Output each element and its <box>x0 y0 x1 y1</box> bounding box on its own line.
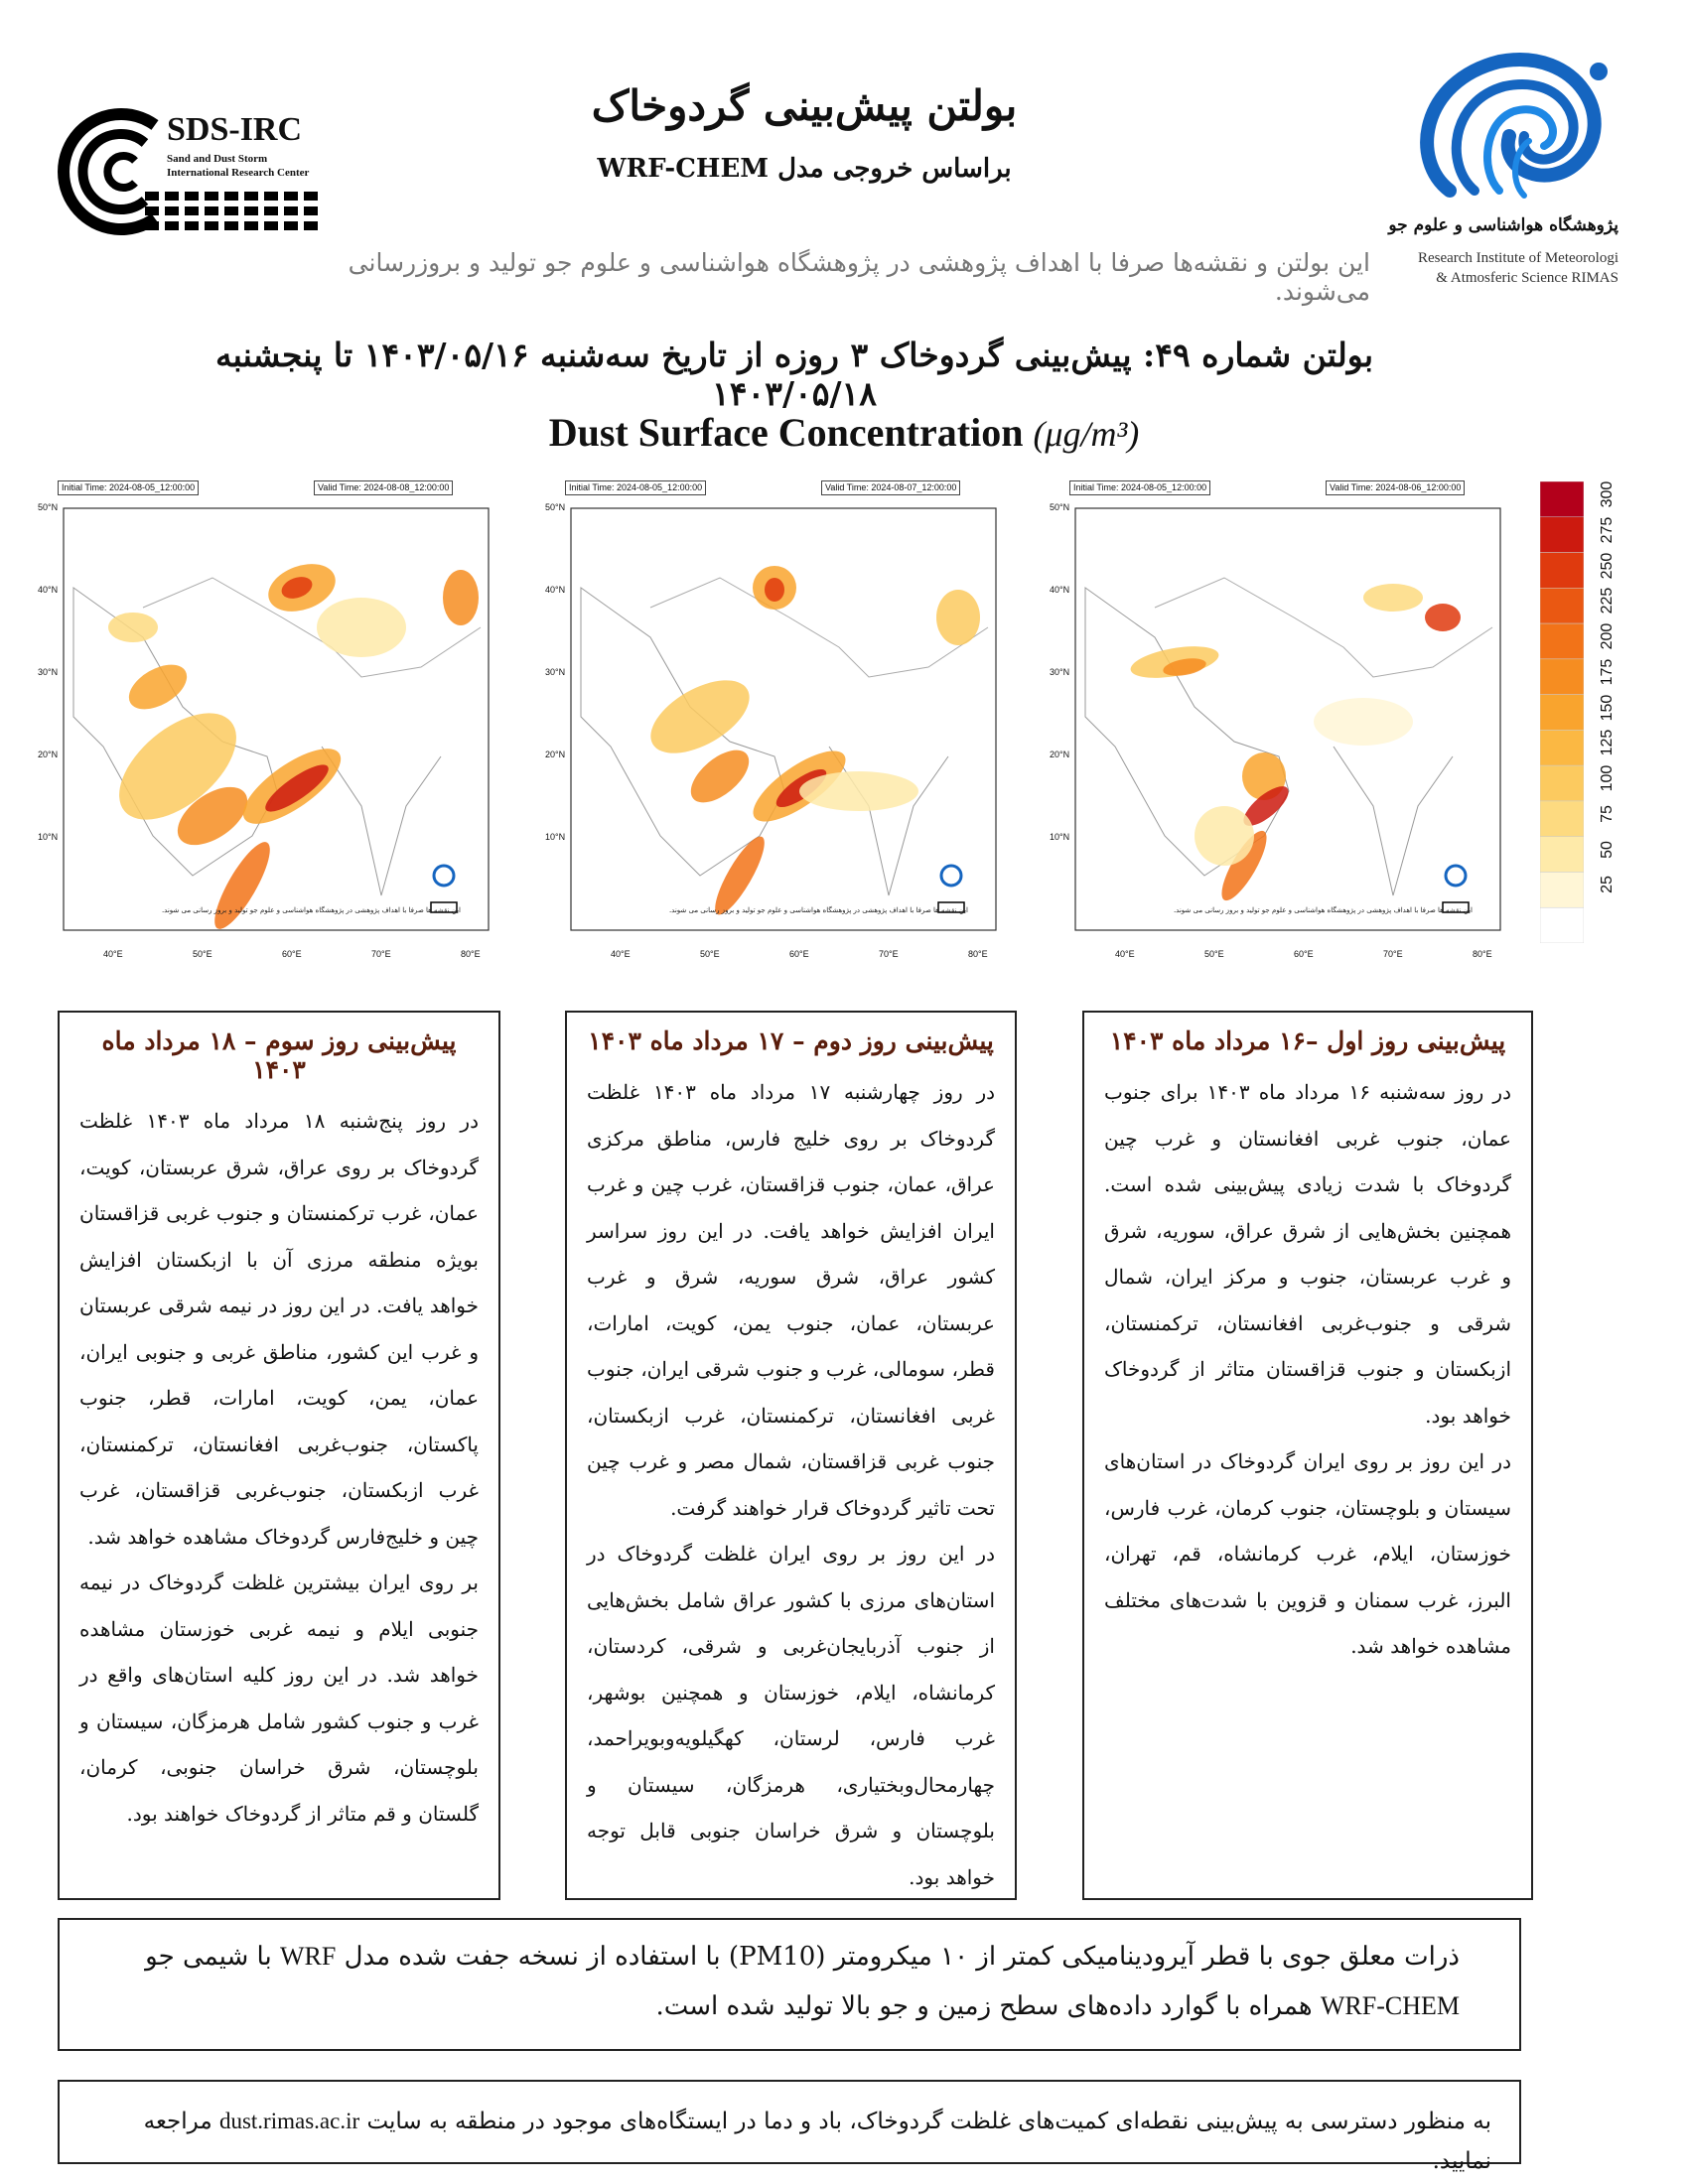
map-frame <box>1075 508 1500 930</box>
longitude-tick-label: 70°E <box>879 949 899 959</box>
panel-paragraph: بر روی ایران بیشترین غلظت گردوخاک در نیمه جنوبی ایلام و نیمه غربی خوزستان مشاهده خواهد شد. در این روز کلیه استان‌های واقع در غرب و جنوب کشور شامل هرمزگان، سیستان و بلوچستان، شرق خراسان جنوبی، کرمان، گلستان و قم متاثر از گردوخاک خواهند بود. <box>79 1570 479 1826</box>
dust-plume <box>799 771 918 811</box>
map-plot <box>44 477 500 948</box>
valid-time-label: Valid Time: 2024-08-07_12:00:00 <box>821 480 960 495</box>
map-disclaimer: این نقشه ها صرفا با اهداف پژوهشی در پژوهشگاه هواشناسی و علوم جو تولید و بروز رسانی می شوند. <box>668 906 968 914</box>
colorbar-segment <box>1540 695 1584 731</box>
colorbar-segment <box>1540 481 1584 517</box>
rimas-name-en-1: Research Institute of Meteorologi <box>1417 250 1618 266</box>
sds-irc-subtitle-2: International Research Center <box>167 167 310 179</box>
colorbar-segment <box>1540 588 1584 623</box>
panel-title: پیش‌بینی روز دوم – ۱۷ مرداد ماه ۱۴۰۳ <box>588 1026 994 1055</box>
valid-time-label: Valid Time: 2024-08-06_12:00:00 <box>1326 480 1465 495</box>
dust-plume <box>1195 806 1254 866</box>
colorbar-tick-label: 75 <box>1599 805 1616 823</box>
longitude-tick-label: 70°E <box>371 949 391 959</box>
colorbar-segment <box>1540 553 1584 589</box>
colorbar-segment <box>1540 837 1584 873</box>
rimas-name-en-2: & Atmosferic Science RIMAS <box>1436 270 1618 286</box>
colorbar-tick-label: 100 <box>1599 764 1616 792</box>
map-disclaimer: این نقشه ها صرفا با اهداف پژوهشی در پژوهشگاه هواشناسی و علوم جو تولید و بروز رسانی می شوند. <box>1173 906 1473 914</box>
longitude-tick-label: 40°E <box>103 949 123 959</box>
forecast-panel-day1 <box>1082 1011 1533 1900</box>
model-info-text-b: با شیمی جو <box>145 1942 272 1972</box>
chart-title-unit: (μg/m³) <box>1033 414 1140 454</box>
longitude-tick-label: 60°E <box>1294 949 1314 959</box>
rimas-swirl-icon <box>1390 42 1628 215</box>
dust-plume <box>108 613 158 642</box>
colorbar-tick-label: 275 <box>1599 516 1616 544</box>
latitude-tick-label: 20°N <box>1050 750 1070 759</box>
website-info-text-a: به منظور دسترسی به پیش‌بینی نقطه‌ای کمیت‌های غلظت گردوخاک، باد و دما در ایستگاه‌های موجود در منطقه به سایت <box>366 2109 1491 2134</box>
dust-plume <box>317 598 406 657</box>
bulletin-heading: بولتن شماره ۴۹: پیش‌بینی گردوخاک ۳ روزه از تاریخ سه‌شنبه ۱۴۰۳/۰۵/۱۶ تا پنجشنبه ۱۴۰۳/۰۵/۱۸ <box>214 336 1374 413</box>
dust-plume <box>936 590 980 645</box>
map-plot <box>1055 477 1512 948</box>
latitude-tick-label: 50°N <box>38 502 59 512</box>
dust-map-day1 <box>1050 477 1512 963</box>
latitude-tick-label: 20°N <box>545 750 566 759</box>
latitude-tick-label: 30°N <box>545 667 566 677</box>
chart-title-text: Dust Surface Concentration <box>548 410 1024 455</box>
colorbar-tick-label: 25 <box>1599 876 1616 894</box>
dust-plume <box>443 570 479 625</box>
panel-paragraph: در این روز بر روی ایران غلظت گردوخاک در استان‌های مرزی با کشور عراق شامل بخش‌هایی از جنوب آذربایجان‌غربی و شرقی، کردستان، کرمانشاه، ایلام، خوزستان و همچنین بوشهر، غرب فارس، لرستان، کهگیلویه‌وبویراحمد، چهارمحال‌وبختیاری، هرمزگان، سیستان و بلوچستان و شرق خراسان جنوبی قابل توجه خواهد بود. <box>587 1542 995 1889</box>
panel-paragraph: در روز پنج‌شنبه ۱۸ مرداد ماه ۱۴۰۳ غلظت گردوخاک بر روی عراق، شرق عربستان، کویت، عمان، غرب ترکمنستان و جنوب غربی قزاقستان بویژه منطقه مرزی آن با ازبکستان افزایش خواهد یافت. در این روز در نیمه شرقی عربستان و غرب این کشور، مناطق غربی و جنوبی ایران، عمان، یمن، کویت، امارات، قطر، جنوب پاکستان، جنوب‌غربی افغانستان، ترکمنستان، غرب ازبکستان، جنوب‌غربی قزاقستان، غرب چین و خلیج‌فارس گردوخاک مشاهده خواهد شد. <box>79 1109 479 1549</box>
page-title: بولتن پیش‌بینی گردوخاک <box>591 81 1018 130</box>
latitude-tick-label: 50°N <box>545 502 566 512</box>
latitude-tick-label: 30°N <box>1050 667 1070 677</box>
latitude-tick-label: 20°N <box>38 750 59 759</box>
longitude-tick-label: 40°E <box>1115 949 1135 959</box>
rimas-name-fa: پژوهشگاه هواشناسی و علوم جو <box>1388 215 1618 235</box>
model-info-text-c: همراه با گوارد داده‌های سطح زمین و جو بالا تولید شده است. <box>655 1991 1313 2021</box>
map-frame <box>64 508 489 930</box>
dust-plume <box>765 578 784 602</box>
dust-map-day3 <box>38 477 500 963</box>
model-name-wrf: WRF <box>279 1942 337 1971</box>
latitude-tick-label: 10°N <box>545 832 566 842</box>
longitude-tick-label: 50°E <box>1204 949 1224 959</box>
colorbar-segment <box>1540 730 1584 765</box>
model-info-box <box>58 1918 1521 2051</box>
website-link[interactable]: dust.rimas.ac.ir <box>218 2109 360 2133</box>
model-name-wrf-chem: WRF-CHEM <box>1320 1991 1460 2020</box>
colorbar <box>1540 481 1584 943</box>
website-info-box <box>58 2080 1521 2174</box>
panel-paragraph: در روز سه‌شنبه ۱۶ مرداد ماه ۱۴۰۳ برای جنوب عمان، جنوب غربی افغانستان و غرب چین گردوخاک با شدت زیادی پیش‌بینی شده است. همچنین بخش‌هایی از شرق عراق، سوریه، شرق و غرب عربستان، جنوب و مرکز ایران، شمال شرقی و جنوب‌غربی افغانستان، ترکمنستان، ازبکستان و جنوب قزاقستان متاثر از گردوخاک خواهد بود. <box>1104 1080 1511 1428</box>
map-plot <box>551 477 1008 948</box>
colorbar-segment <box>1540 872 1584 907</box>
colorbar-tick-label: 150 <box>1599 694 1616 721</box>
dust-plume <box>1425 604 1461 631</box>
panel-paragraph: در این روز بر روی ایران گردوخاک در استان‌های سیستان و بلوچستان، جنوب کرمان، غرب فارس، خوزستان، ایلام، غرب کرمانشاه، قم، تهران، البرز، غرب سمنان و قزوین با شدت‌های مختلف مشاهده خواهد شد. <box>1104 1449 1511 1658</box>
colorbar-segment <box>1540 907 1584 943</box>
colorbar-segment <box>1540 765 1584 801</box>
longitude-tick-label: 70°E <box>1383 949 1403 959</box>
initial-time-label: Initial Time: 2024-08-05_12:00:00 <box>1069 480 1210 495</box>
colorbar-tick-label: 125 <box>1599 730 1616 756</box>
colorbar-tick-label: 225 <box>1599 587 1616 614</box>
colorbar-segment <box>1540 801 1584 837</box>
colorbar-segment <box>1540 659 1584 695</box>
chart-title <box>348 409 1340 456</box>
map-disclaimer: این نقشه ها صرفا با اهداف پژوهشی در پژوهشگاه هواشناسی و علوم جو تولید و بروز رسانی می شوند. <box>161 906 461 914</box>
colorbar-tick-label: 300 <box>1599 480 1616 508</box>
colorbar-tick-label: 200 <box>1599 622 1616 650</box>
colorbar-tick-label: 50 <box>1599 840 1616 859</box>
longitude-tick-label: 80°E <box>461 949 481 959</box>
initial-time-label: Initial Time: 2024-08-05_12:00:00 <box>565 480 706 495</box>
latitude-tick-label: 40°N <box>545 585 566 595</box>
dust-plume <box>1314 698 1413 746</box>
model-info-text-a: ذرات معلق جوی با قطر آیرودینامیکی کمتر از ۱۰ میکرومتر (PM10) با استفاده از نسخه جفت شده مدل <box>344 1942 1460 1972</box>
longitude-tick-label: 40°E <box>611 949 631 959</box>
sds-irc-name: SDS-IRC <box>167 111 303 148</box>
colorbar-tick-label: 175 <box>1599 658 1616 686</box>
latitude-tick-label: 40°N <box>1050 585 1070 595</box>
latitude-tick-label: 10°N <box>38 832 59 842</box>
colorbar-tick-label: 250 <box>1599 552 1616 579</box>
panel-paragraph: در روز چهارشنبه ۱۷ مرداد ماه ۱۴۰۳ غلظت گردوخاک بر روی خلیج فارس، مناطق مرکزی عراق، عمان، جنوب قزاقستان، غرب چین و غرب ایران افزایش خواهد یافت. در این روز سراسر کشور عراق، شرق سوریه، شرق و غرب عربستان، عمان، جنوب یمن، کویت، امارات، قطر، سومالی، غرب و جنوب شرقی ایران، جنوب غربی افغانستان، ترکمنستان، غرب ازبکستان، جنوب غربی قزاقستان، شمال مصر و غرب چین تحت تاثیر گردوخاک قرار خواهند گرفت. <box>587 1080 996 1520</box>
latitude-tick-label: 10°N <box>1050 832 1070 842</box>
page-subtitle: براساس خروجی مدل WRF-CHEM <box>597 154 1012 184</box>
disclaimer-text: این بولتن و نقشه‌ها صرفا با اهداف پژوهشی در پژوهشگاه هواشناسی و علوم جو تولید و بروزرسانی می‌شوند. <box>348 248 1370 306</box>
panel-title: پیش‌بینی روز سوم – ۱۸ مرداد ماه ۱۴۰۳ <box>101 1026 457 1084</box>
longitude-tick-label: 50°E <box>700 949 720 959</box>
longitude-tick-label: 60°E <box>282 949 302 959</box>
website-info-text-b: مراجعه نمایید. <box>143 2109 1491 2174</box>
panel-title: پیش‌بینی روز اول –۱۶ مرداد ماه ۱۴۰۳ <box>1109 1026 1506 1055</box>
sds-irc-subtitle-1: Sand and Dust Storm <box>167 153 268 165</box>
latitude-tick-label: 50°N <box>1050 502 1070 512</box>
longitude-tick-label: 60°E <box>789 949 809 959</box>
colorbar-segment <box>1540 623 1584 659</box>
latitude-tick-label: 40°N <box>38 585 59 595</box>
valid-time-label: Valid Time: 2024-08-08_12:00:00 <box>314 480 453 495</box>
latitude-tick-label: 30°N <box>38 667 59 677</box>
forecast-panel-day2 <box>565 1011 1017 1900</box>
colorbar-segment <box>1540 517 1584 553</box>
longitude-tick-label: 80°E <box>968 949 988 959</box>
colorbar-scale <box>1540 481 1584 943</box>
forecast-panel-day3 <box>58 1011 500 1900</box>
dust-map-day2 <box>545 477 1008 963</box>
rimas-logo <box>1390 42 1628 215</box>
initial-time-label: Initial Time: 2024-08-05_12:00:00 <box>58 480 199 495</box>
longitude-tick-label: 50°E <box>193 949 212 959</box>
longitude-tick-label: 80°E <box>1473 949 1492 959</box>
dust-plume <box>1363 584 1423 612</box>
